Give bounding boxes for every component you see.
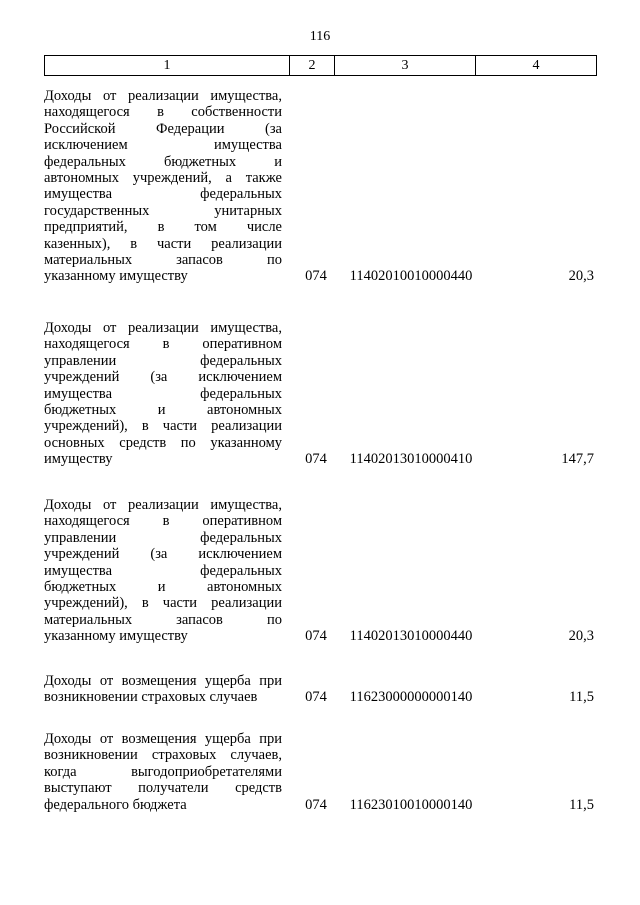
description-line: выступают получатели средств	[44, 780, 282, 797]
amount-value: 20,3	[568, 628, 594, 645]
description-line: находящегося в собственности	[44, 104, 282, 121]
description-line: Доходы от реализации имущества,	[44, 88, 282, 104]
description-line: учреждений (за исключением	[44, 369, 282, 386]
page-number: 116	[309, 29, 331, 44]
revenue-description	[44, 320, 282, 468]
amount-value: 11,5	[569, 796, 594, 813]
amount-value: 11,5	[569, 689, 594, 706]
description-line: федерального бюджета	[44, 796, 187, 813]
description-line: возникновении страховых случаев	[44, 689, 258, 706]
description-line: имущества федеральных	[44, 385, 282, 402]
budget-classification-code: 11623010010000140	[349, 796, 473, 813]
column-header-table	[44, 55, 597, 76]
column-header-row	[45, 56, 597, 76]
column-header-2: 2	[290, 56, 335, 76]
budget-classification-code: 11623000000000140	[349, 689, 473, 706]
description-line: предприятий, в том числе	[44, 219, 282, 236]
column-header-1: 1	[45, 56, 290, 76]
description-line: имущества федеральных	[44, 186, 282, 203]
description-line: управлении федеральных	[44, 352, 282, 369]
description-line: находящегося в оперативном	[44, 336, 282, 353]
description-line: управлении федеральных	[44, 529, 282, 546]
description-line: материальных запасов по	[44, 252, 282, 269]
description-line: материальных запасов по	[44, 611, 282, 628]
amount-value: 147,7	[561, 451, 594, 468]
budget-classification-code: 11402010010000440	[349, 268, 473, 285]
revenue-description	[44, 673, 282, 706]
description-line: бюджетных и автономных	[44, 402, 282, 419]
chapter-code: 074	[305, 628, 327, 645]
description-line: бюджетных и автономных	[44, 579, 282, 596]
description-line: учреждений (за исключением	[44, 546, 282, 563]
column-header-3: 3	[335, 56, 476, 76]
description-line: находящегося в оперативном	[44, 513, 282, 530]
revenue-description	[44, 497, 282, 645]
description-line: Российской Федерации (за	[44, 120, 282, 137]
description-line: имуществу	[44, 451, 113, 468]
budget-classification-code: 11402013010000440	[349, 628, 473, 645]
description-line: когда выгодоприобретателями	[44, 763, 282, 780]
chapter-code: 074	[305, 796, 327, 813]
description-line: основных средств по указанному	[44, 434, 282, 451]
budget-classification-code: 11402013010000410	[349, 451, 473, 468]
description-line: федеральных бюджетных и	[44, 153, 282, 170]
chapter-code: 074	[305, 689, 327, 706]
description-line: учреждений), в части реализации	[44, 418, 282, 435]
description-line: автономных учреждений, а также	[44, 170, 282, 187]
description-line: государственных унитарных	[44, 202, 282, 219]
chapter-code: 074	[305, 451, 327, 468]
description-line: Доходы от возмещения ущерба при	[44, 673, 282, 689]
revenue-description	[44, 731, 282, 813]
amount-value: 20,3	[568, 268, 594, 285]
description-line: имущества федеральных	[44, 562, 282, 579]
description-line: указанному имуществу	[44, 628, 188, 645]
description-line: исключением имущества	[44, 137, 282, 154]
description-line: возникновении страховых случаев,	[44, 747, 282, 764]
revenue-description	[44, 88, 282, 285]
description-line: Доходы от возмещения ущерба при	[44, 731, 282, 747]
chapter-code: 074	[305, 268, 327, 285]
description-line: учреждений), в части реализации	[44, 595, 282, 612]
description-line: Доходы от реализации имущества,	[44, 320, 282, 336]
column-header-4: 4	[476, 56, 597, 76]
description-line: Доходы от реализации имущества,	[44, 497, 282, 513]
description-line: указанному имуществу	[44, 268, 188, 285]
description-line: казенных), в части реализации	[44, 235, 282, 252]
